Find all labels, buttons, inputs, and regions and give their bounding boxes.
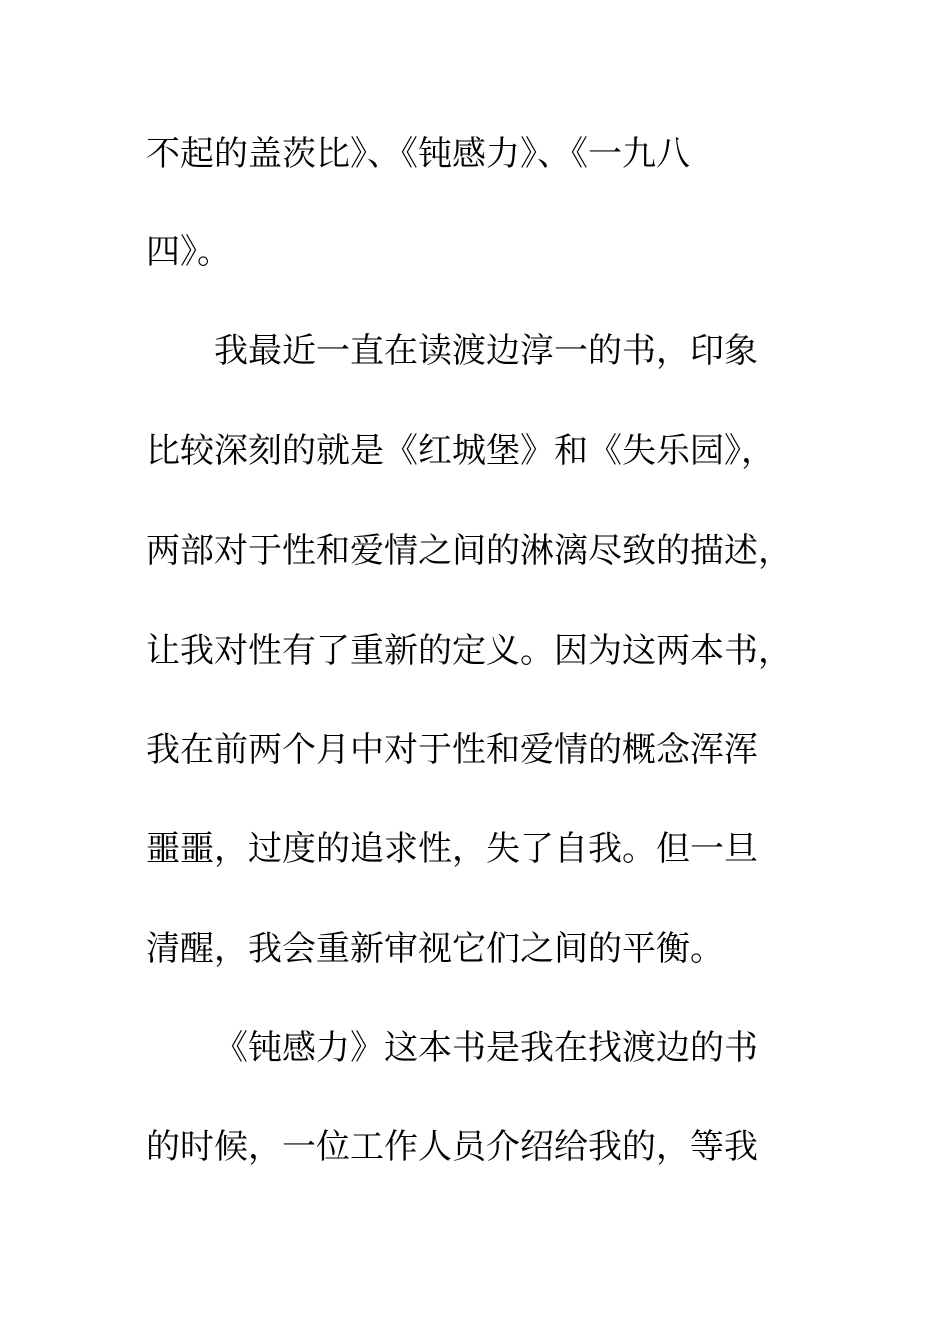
text-line: 清醒，我会重新审视它们之间的平衡。: [146, 929, 724, 969]
text-line: 比较深刻的就是《红城堡》和《失乐园》，: [146, 431, 775, 471]
text-line: 两部对于性和爱情之间的淋漓尽致的描述，: [146, 531, 792, 571]
paragraph-start-line: 《钝感力》这本书是我在找渡边的书: [214, 1028, 758, 1068]
text-line: 四》。: [146, 232, 231, 272]
text-line: 不起的盖茨比》、《钝感力》、《一九八: [146, 134, 690, 174]
paragraph-start-line: 我最近一直在读渡边淳一的书，印象: [214, 331, 758, 371]
text-line: 噩噩，过度的追求性，失了自我。但一旦: [146, 829, 758, 869]
text-line: 的时候，一位工作人员介绍给我的，等我: [146, 1127, 758, 1167]
text-line: 我在前两个月中对于性和爱情的概念浑浑: [146, 730, 758, 770]
text-line: 让我对性有了重新的定义。因为这两本书，: [146, 631, 792, 671]
